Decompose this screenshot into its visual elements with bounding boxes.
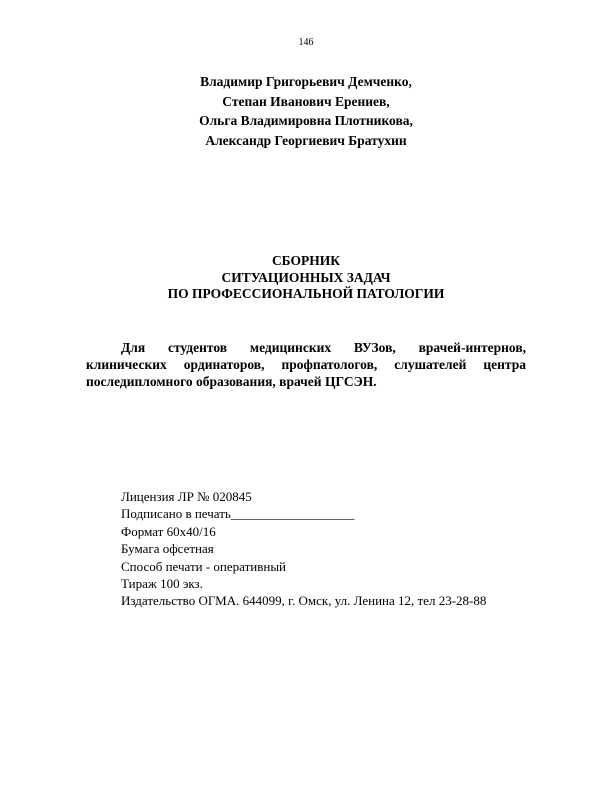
author-name: Владимир Григорьевич Демченко, — [200, 74, 412, 89]
imprint-block — [121, 488, 561, 610]
author-name: Ольга Владимировна Плотникова, — [199, 113, 413, 128]
author-name: Степан Иванович Ерениев, — [222, 93, 390, 109]
author-name: Александр Георгиевич Братухин — [205, 132, 407, 148]
imprint-circulation: Тираж 100 экз. — [121, 576, 203, 592]
imprint-format: Формат 60х40/16 — [121, 523, 216, 539]
document-title — [0, 253, 612, 303]
title-line: СИТУАЦИОННЫХ ЗАДАЧ — [221, 269, 391, 285]
imprint-paper: Бумага офсетная — [121, 541, 214, 557]
page-number: 146 — [298, 37, 314, 48]
title-line: ПО ПРОФЕССИОНАЛЬНОЙ ПАТОЛОГИИ — [167, 286, 445, 301]
imprint-license: Лицензия ЛР № 020845 — [121, 489, 252, 504]
imprint-signed-for-print: Подписано в печать___________________ — [121, 506, 355, 522]
target-audience-paragraph: Для студентов медицинских ВУЗов, врачей-интернов, клинических ординаторов, профпатологов, слушателей центра последипломного образования, врачей ЦГСЭН. — [86, 340, 526, 389]
authors-block — [0, 72, 612, 150]
title-line: СБОРНИК — [271, 253, 341, 268]
imprint-print-method: Способ печати - оперативный — [121, 558, 287, 574]
imprint-publisher: Издательство ОГМА. 644099, г. Омск, ул. Ленина 12, тел 23-28-88 — [121, 593, 487, 609]
